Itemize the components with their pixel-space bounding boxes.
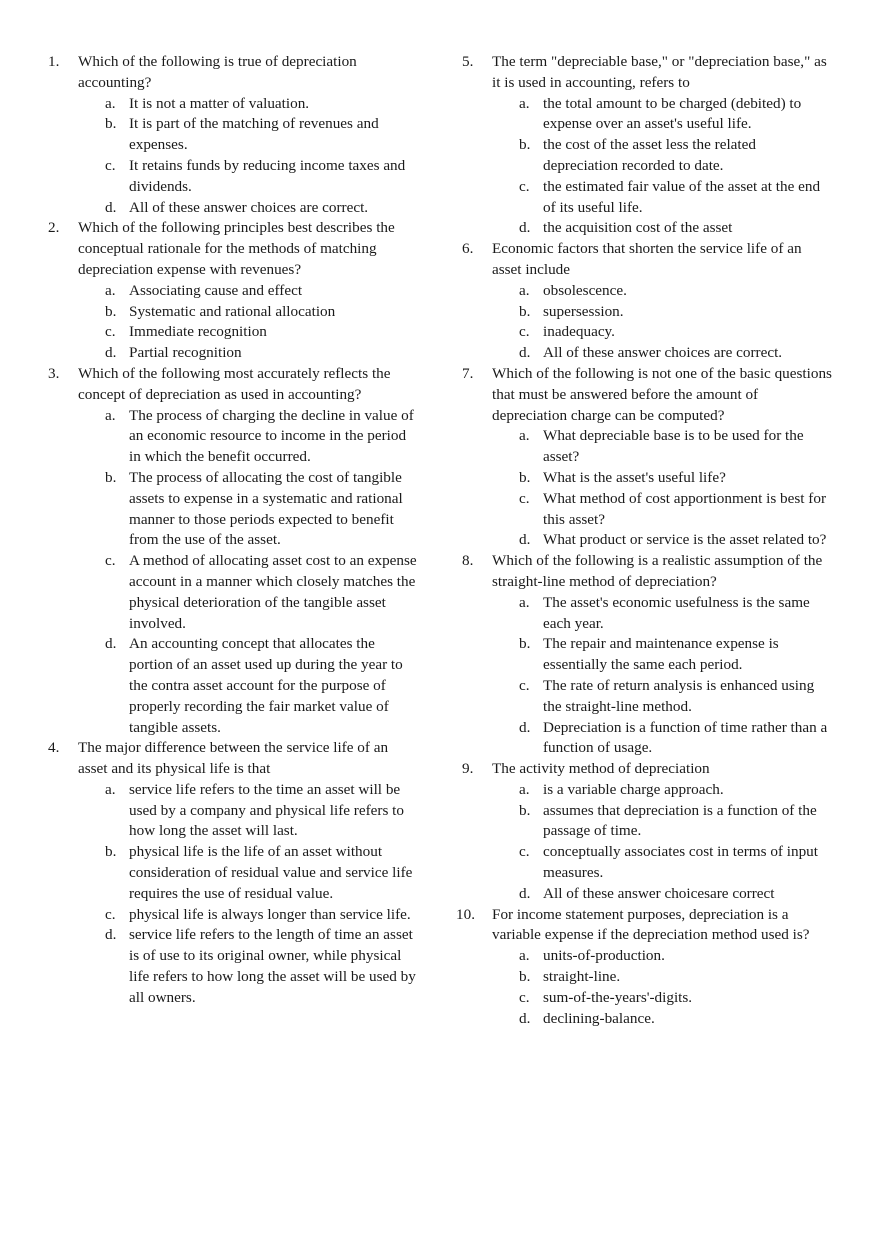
option-letter: c.: [519, 988, 530, 1006]
option-text: All of these answer choicesare correct: [543, 884, 775, 902]
answer-options: [78, 94, 418, 219]
question-3: [48, 364, 418, 738]
question-number: 3.: [48, 364, 60, 382]
option-b: [492, 634, 832, 676]
option-letter: d.: [519, 884, 531, 902]
option-d: [78, 198, 418, 219]
option-text: conceptually associates cost in terms of input measures.: [543, 843, 818, 882]
option-b: [492, 302, 832, 323]
option-a: [492, 426, 832, 468]
option-text: the acquisition cost of the asset: [543, 219, 733, 237]
question-6: [462, 239, 832, 364]
answer-options: [492, 94, 832, 240]
option-text: the total amount to be charged (debited) to expense over an asset's useful life.: [543, 94, 802, 133]
question-9: [462, 759, 832, 905]
question-text: The major difference between the service life of an asset and its physical life is that: [78, 739, 389, 778]
option-letter: a.: [105, 780, 116, 798]
option-text: physical life is always longer than service life.: [129, 905, 411, 923]
right-column: [456, 52, 832, 1029]
question-1: [48, 52, 418, 218]
option-letter: b.: [519, 302, 531, 320]
option-text: the estimated fair value of the asset at the end of its useful life.: [543, 177, 821, 216]
option-a: [492, 780, 832, 801]
option-text: Associating cause and effect: [129, 281, 303, 299]
option-letter: a.: [519, 94, 530, 112]
option-b: [78, 842, 418, 904]
question-number: 4.: [48, 739, 60, 757]
question-number: 6.: [462, 240, 474, 258]
answer-options: [78, 780, 418, 1009]
question-text: The activity method of depreciation: [492, 760, 710, 778]
option-text: straight-line.: [543, 968, 621, 986]
option-letter: c.: [105, 323, 116, 341]
option-letter: d.: [519, 344, 531, 362]
question-2: [48, 218, 418, 364]
option-letter: c.: [105, 156, 116, 174]
option-b: [492, 135, 832, 177]
question-text: For income statement purposes, depreciation is a variable expense if the depreciation method used is?: [492, 905, 810, 944]
option-c: [492, 676, 832, 718]
answer-options: [78, 281, 418, 364]
question-7: [462, 364, 832, 551]
option-letter: c.: [519, 177, 530, 195]
option-letter: b.: [105, 115, 117, 133]
option-d: [492, 530, 832, 551]
option-b: [78, 302, 418, 323]
answer-options: [492, 946, 832, 1029]
question-text: Which of the following is a realistic assumption of the straight-line method of depreciation?: [492, 552, 823, 590]
question-number: 10.: [456, 905, 475, 923]
question-text: Which of the following most accurately reflects the concept of depreciation as used in accounting?: [78, 364, 391, 403]
option-text: The asset's economic usefulness is the same each year.: [543, 593, 810, 632]
option-letter: b.: [105, 302, 117, 320]
option-a: [78, 406, 418, 468]
option-letter: d.: [105, 198, 117, 216]
option-letter: a.: [519, 593, 530, 611]
question-10: [456, 905, 832, 1030]
answer-options: [78, 406, 418, 739]
option-letter: c.: [519, 489, 530, 507]
option-b: [78, 114, 418, 156]
option-letter: b.: [105, 843, 117, 861]
option-text: Systematic and rational allocation: [129, 302, 336, 320]
option-letter: a.: [105, 94, 116, 112]
question-number: 2.: [48, 219, 60, 237]
option-text: The rate of return analysis is enhanced using the straight-line method.: [543, 676, 815, 715]
option-letter: b.: [519, 801, 531, 819]
question-5: [462, 52, 832, 239]
option-text: service life refers to the length of time an asset is of use to its original owner, while physical life refers to how long the asset will be used by all owners.: [129, 926, 416, 1006]
option-a: [492, 946, 832, 967]
option-letter: c.: [105, 905, 116, 923]
option-text: obsolescence.: [543, 281, 627, 299]
option-text: physical life is the life of an asset without consideration of residual value and service life requires the use of residual value.: [129, 843, 413, 902]
option-text: A method of allocating asset cost to an expense account in a manner which closely matches the physical deterioration of the tangible asset involved.: [129, 552, 417, 632]
option-text: inadequacy.: [543, 323, 615, 341]
option-d: [78, 634, 418, 738]
option-b: [492, 801, 832, 843]
option-letter: d.: [105, 344, 117, 362]
option-a: [492, 94, 832, 136]
question-text: The term "depreciable base," or "depreciation base," as it is used in accounting, refers to: [492, 53, 827, 91]
option-c: [78, 905, 418, 926]
option-letter: d.: [105, 926, 117, 944]
option-c: [492, 988, 832, 1009]
option-text: All of these answer choices are correct.: [543, 344, 783, 362]
option-a: [78, 94, 418, 115]
option-letter: b.: [519, 968, 531, 986]
answer-options: [492, 593, 832, 759]
option-b: [492, 967, 832, 988]
question-text: Economic factors that shorten the service life of an asset include: [492, 240, 802, 278]
option-d: [492, 1009, 832, 1030]
option-text: What is the asset's useful life?: [543, 468, 726, 486]
option-c: [78, 551, 418, 634]
option-letter: c.: [519, 676, 530, 694]
option-letter: a.: [519, 947, 530, 965]
option-letter: a.: [519, 427, 530, 445]
option-text: service life refers to the time an asset will be used by a company and physical life refers to how long the asset will last.: [129, 780, 404, 840]
option-letter: a.: [519, 281, 530, 299]
option-d: [78, 343, 418, 364]
option-letter: c.: [519, 843, 530, 861]
option-letter: d.: [519, 718, 531, 736]
left-column: [48, 52, 418, 1009]
option-letter: d.: [519, 531, 531, 549]
option-text: An accounting concept that allocates the portion of an asset used up during the year to the contra asset account for the purpose of properly recording the fair market value of tangible assets.: [129, 635, 403, 736]
option-text: What depreciable base is to be used for the asset?: [543, 427, 804, 466]
question-4: [48, 738, 418, 1008]
option-text: Immediate recognition: [129, 323, 267, 341]
question-number: 1.: [48, 53, 60, 70]
option-text: the cost of the asset less the related depreciation recorded to date.: [543, 136, 756, 174]
option-c: [78, 156, 418, 198]
option-a: [492, 281, 832, 302]
option-letter: d.: [519, 1009, 531, 1027]
option-text: It is not a matter of valuation.: [129, 94, 310, 112]
option-c: [78, 322, 418, 343]
option-d: [492, 218, 832, 239]
option-letter: a.: [105, 406, 116, 424]
option-d: [492, 884, 832, 905]
option-a: [492, 593, 832, 635]
option-text: It is part of the matching of revenues and expenses.: [129, 115, 379, 154]
option-letter: c.: [519, 323, 530, 341]
option-d: [78, 925, 418, 1008]
option-text: assumes that depreciation is a function of the passage of time.: [543, 801, 817, 840]
option-text: Depreciation is a function of time rather than a function of usage.: [543, 718, 828, 757]
option-c: [492, 489, 832, 531]
option-text: The process of charging the decline in value of an economic resource to income in the period in which the benefit occurred.: [129, 406, 414, 466]
question-text: Which of the following is not one of the basic questions that must be answered before the amount of depreciation charge can be computed?: [492, 364, 832, 424]
option-letter: b.: [105, 468, 117, 486]
option-text: is a variable charge approach.: [543, 780, 724, 798]
question-text: Which of the following is true of depreciation accounting?: [78, 53, 357, 91]
question-8: [462, 551, 832, 759]
option-a: [78, 780, 418, 842]
question-text: Which of the following principles best describes the conceptual rationale for the methods of matching depreciation expense with revenues?: [78, 219, 395, 278]
answer-options: [492, 281, 832, 364]
option-letter: a.: [519, 780, 530, 798]
option-text: declining-balance.: [543, 1009, 655, 1027]
option-c: [492, 177, 832, 219]
option-letter: a.: [105, 281, 116, 299]
option-d: [492, 718, 832, 760]
option-text: The process of allocating the cost of tangible assets to expense in a systematic and rational manner to those periods expected to benefit from the use of the asset.: [129, 468, 403, 549]
question-number: 9.: [462, 760, 474, 778]
option-text: What product or service is the asset related to?: [543, 531, 827, 549]
question-number: 5.: [462, 53, 474, 70]
option-letter: b.: [519, 468, 531, 486]
option-text: All of these answer choices are correct.: [129, 198, 369, 216]
question-number: 7.: [462, 364, 474, 382]
answer-options: [492, 780, 832, 905]
option-d: [492, 343, 832, 364]
option-c: [492, 842, 832, 884]
question-number: 8.: [462, 552, 474, 570]
answer-options: [492, 426, 832, 551]
option-text: supersession.: [543, 302, 624, 320]
option-b: [492, 468, 832, 489]
option-a: [78, 281, 418, 302]
option-text: What method of cost apportionment is best for this asset?: [543, 489, 827, 528]
option-c: [492, 322, 832, 343]
option-b: [78, 468, 418, 551]
option-letter: d.: [519, 219, 531, 237]
option-text: Partial recognition: [129, 344, 242, 362]
option-text: It retains funds by reducing income taxes and dividends.: [129, 156, 406, 195]
option-letter: b.: [519, 136, 531, 154]
option-text: units-of-production.: [543, 947, 665, 965]
option-letter: d.: [105, 635, 117, 653]
option-letter: c.: [105, 552, 116, 570]
option-letter: b.: [519, 635, 531, 653]
option-text: The repair and maintenance expense is essentially the same each period.: [543, 635, 779, 674]
option-text: sum-of-the-years'-digits.: [543, 988, 693, 1006]
